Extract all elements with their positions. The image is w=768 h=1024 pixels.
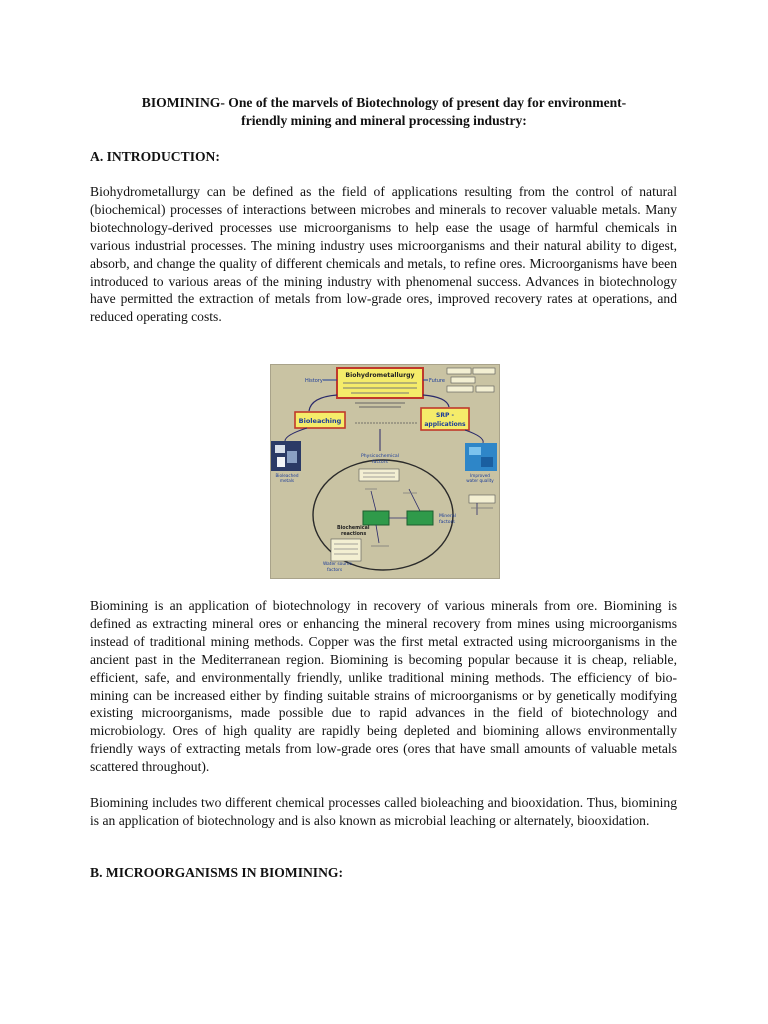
left-photo-caption: Bioleached bbox=[275, 473, 299, 478]
water-source-label: Water source bbox=[323, 562, 352, 567]
srp-label-line1: SRP - bbox=[436, 412, 454, 419]
processes-paragraph: Biomining includes two different chemical processes called bioleaching and biooxidation. Thus, biomining is an application of biotechnology and is also known as microbial leaching or alternately, biooxidation. bbox=[90, 795, 677, 828]
green-node-right bbox=[407, 511, 433, 525]
left-photo-caption-2: metals bbox=[279, 478, 295, 483]
water-source-label-2: factors bbox=[327, 568, 343, 573]
mineral-label: Mineral bbox=[439, 514, 456, 519]
title-line-2: friendly mining and mineral processing industry: bbox=[241, 113, 527, 128]
biohydrometallurgy-diagram bbox=[270, 364, 500, 579]
future-label: Future bbox=[429, 378, 445, 384]
history-label: History bbox=[305, 378, 323, 384]
section-a-heading: A. INTRODUCTION: bbox=[90, 149, 220, 164]
inner-box-bottom bbox=[331, 539, 361, 561]
center-title-text: Biohydrometallurgy bbox=[345, 372, 415, 379]
physicochemical-label-2: factors bbox=[372, 460, 388, 465]
title-line-1: BIOMINING- One of the marvels of Biotechnology of present day for environment- bbox=[141, 95, 627, 110]
biochemical-label: Biochemical bbox=[337, 526, 370, 531]
bioleaching-label: Bioleaching bbox=[298, 417, 342, 425]
document-title bbox=[90, 94, 678, 130]
srp-label-line2: applications bbox=[424, 421, 466, 428]
section-b-heading: B. MICROORGANISMS IN BIOMINING: bbox=[90, 865, 344, 880]
green-node-left bbox=[363, 511, 389, 525]
right-photo-caption-2: water quality bbox=[466, 478, 494, 483]
physicochemical-label: Physicochemical bbox=[360, 454, 400, 459]
intro-paragraph: Biohydrometallurgy can be defined as the field of applications resulting from the control of natural (biochemical) processes of interactions between microbes and minerals to recover valuable metals. Many biotechnology-derived processes use microorganisms to help ease the usage of harmful chemicals in various industrial processes. The mining industry uses microorganisms and their natural ability to digest, absorb, and change the quality of different chemicals and metals, to refine ores. Microorganisms have been introduced to various areas of the mining industry with phenomenal success. Advances in biotechnology have permitted the extraction of metals from low-grade ores, improved recovery rates at operations, and reduced operating costs. bbox=[90, 184, 677, 325]
mineral-label-2: factors bbox=[439, 520, 455, 525]
biomining-paragraph: Biomining is an application of biotechnology in recovery of various minerals from ore. Biomining is defined as extracting mineral ores or enhancing the mineral recovery from mines using microorganisms instead of traditional mining methods. Copper was the first metal extracted using microorganisms in the ancient past in the Mediterranean region. Biomining is becoming popular because it is cheap, reliable, efficient, safe, and environmentally friendly, unlike traditional mining methods. The efficiency of bio-mining can be increased either by finding suitable strains of microorganisms or by genetically modifying existing microorganisms, made possible due to rapid advances in the field of biotechnology and microbiology. Ores of high quality are rapidly being depleted and biomining allows environmentally friendly ways of extracting metals from low-grade ores (ores that have small amounts of valuable metals scattered throughout). bbox=[90, 598, 677, 775]
right-photo-caption: Improved bbox=[470, 473, 490, 478]
inner-box-top bbox=[359, 469, 399, 481]
biochemical-label-2: reactions bbox=[341, 532, 367, 537]
